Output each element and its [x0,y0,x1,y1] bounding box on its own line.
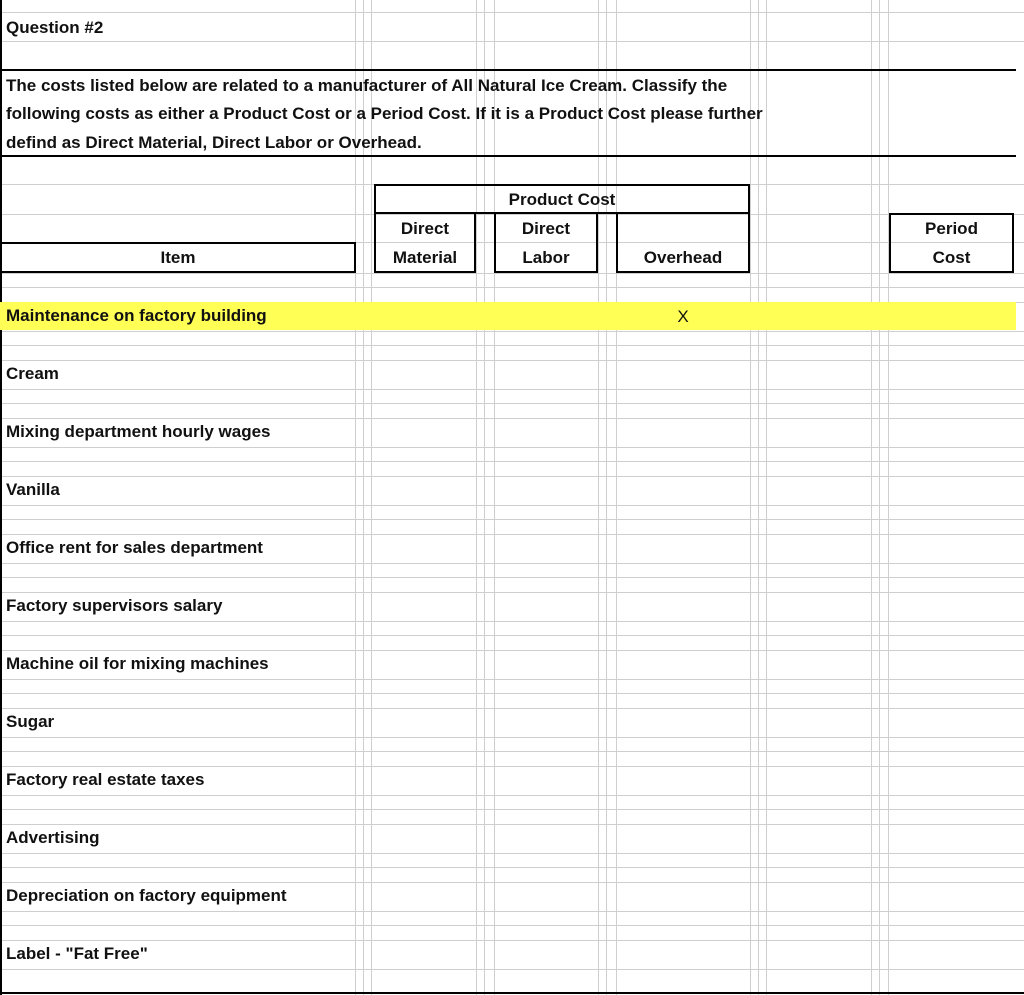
item-header: Item [160,248,196,267]
period-cost-header-line-2: Cost [932,248,971,267]
item-row-vanilla[interactable] [0,476,356,505]
item-label: Depreciation on factory equipment [6,886,287,905]
item-label: Machine oil for mixing machines [6,654,269,673]
direct-material-header-line-2: Material [392,248,458,267]
item-label: Mixing department hourly wages [6,422,271,441]
item-label: Label - "Fat Free" [6,944,148,963]
overhead-mark-cell[interactable] [616,302,750,331]
instructions-top-border [0,69,1016,71]
item-label: Office rent for sales department [6,538,263,557]
bottom-border [0,992,1024,994]
item-label: Maintenance on factory building [6,306,267,325]
instructions-line-1: The costs listed below are related to a manufacturer of All Natural Ice Cream. Classify the [6,76,728,95]
item-label: Factory real estate taxes [6,770,205,789]
item-row-supervisors-salary[interactable] [0,592,356,621]
item-row-maintenance[interactable] [0,302,356,331]
item-row-office-rent[interactable] [0,534,356,563]
item-label: Advertising [6,828,100,847]
direct-material-header-line-1: Direct [400,219,450,238]
instructions-bottom-border [0,155,1016,157]
item-row-mixing-wages[interactable] [0,418,356,447]
overhead-header: Overhead [643,248,723,267]
item-row-cream[interactable] [0,360,356,389]
product-cost-header: Product Cost [508,190,616,209]
item-row-machine-oil[interactable] [0,650,356,679]
item-label: Sugar [6,712,55,731]
item-row-sugar[interactable] [0,708,356,737]
question-title: Question #2 [6,18,104,37]
period-cost-header-line-1: Period [925,219,978,238]
item-label: Vanilla [6,480,60,499]
item-label: Cream [6,364,59,383]
item-row-advertising[interactable] [0,824,356,853]
item-row-label-fat-free[interactable] [0,940,356,969]
direct-labor-header-line-2: Labor [522,248,570,267]
instructions-line-2: following costs as either a Product Cost or a Period Cost. If it is a Product Cost please further [6,104,763,123]
item-label: Factory supervisors salary [6,596,223,615]
overhead-mark: X [677,307,689,326]
instructions-line-3: defind as Direct Material, Direct Labor or Overhead. [6,133,422,152]
direct-labor-header-line-1: Direct [521,219,571,238]
item-row-depreciation[interactable] [0,882,356,911]
item-row-real-estate-taxes[interactable] [0,766,356,795]
